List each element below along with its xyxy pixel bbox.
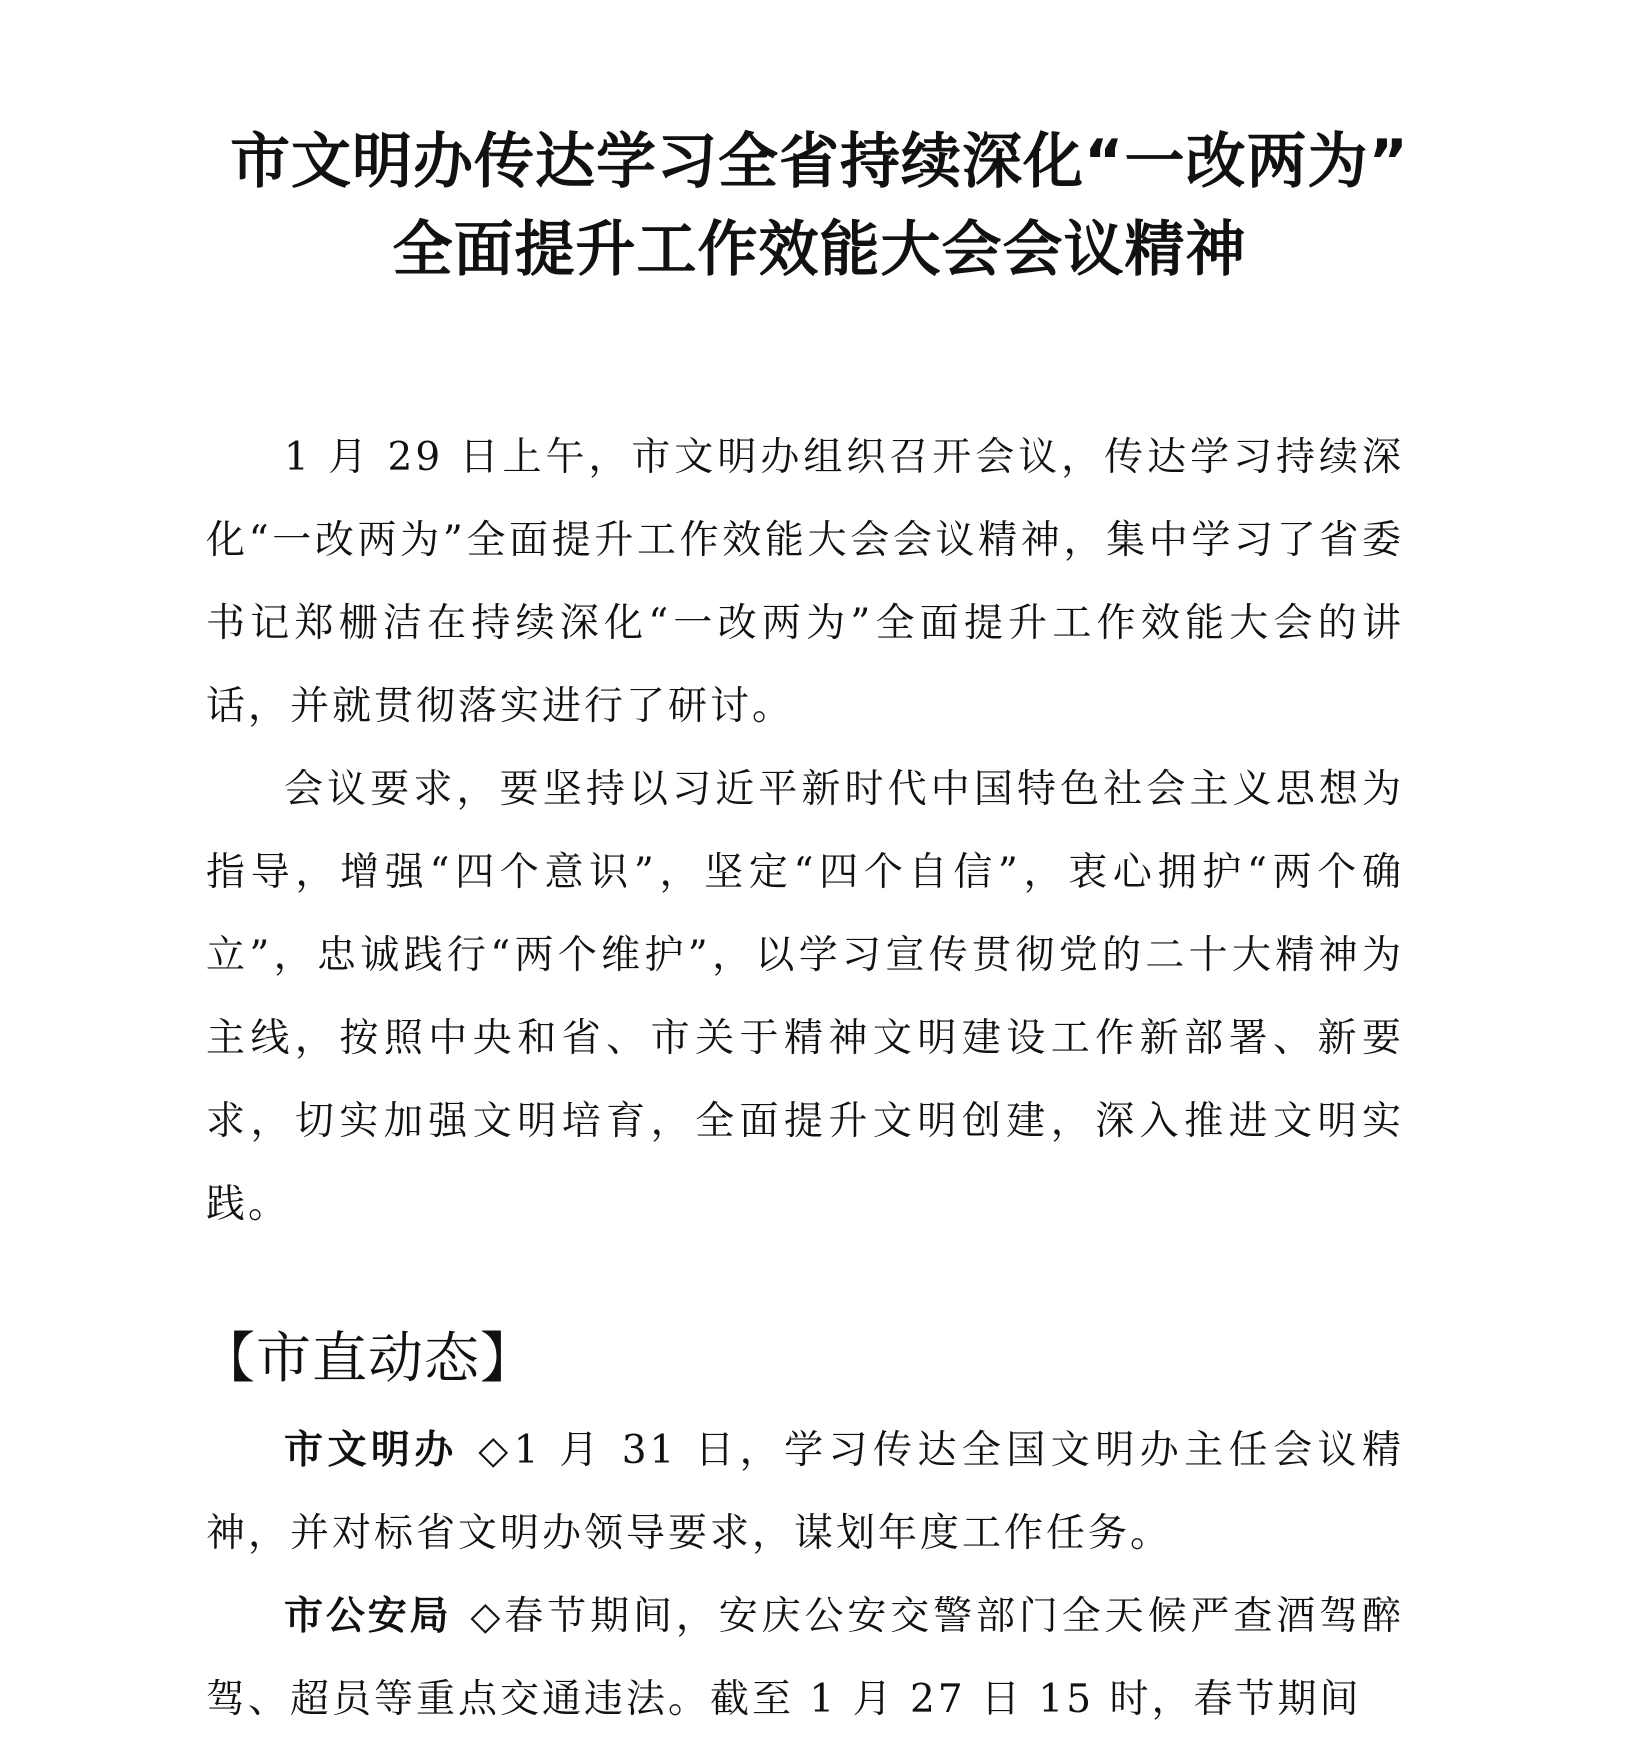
- news-department: 市文明办: [284, 1428, 458, 1473]
- news-paragraph: [206, 1409, 1404, 1575]
- news-paragraph: [206, 1575, 1404, 1741]
- document-title: [140, 118, 1499, 294]
- news-text: ◇春节期间，安庆公安交警部门全天候严查酒驾醉驾、超员等重点交通违法。截至 1 月 27 日 15 时，春节期间: [206, 1594, 1404, 1722]
- news-item-1: [206, 1409, 1404, 1575]
- news-item-2: [206, 1575, 1404, 1741]
- news-department: 市公安局: [284, 1594, 452, 1639]
- body-paragraph-2: [206, 748, 1404, 1246]
- paragraph-text: 1 月 29 日上午，市文明办组织召开会议，传达学习持续深化“一改两为”全面提升工作效能大会会议精神，集中学习了省委书记郑栅洁在持续深化“一改两为”全面提升工作效能大会的讲话，并就贯彻落实进行了研讨。: [206, 435, 1404, 729]
- body-paragraph-1: [206, 416, 1404, 748]
- paragraph-text: 会议要求，要坚持以习近平新时代中国特色社会主义思想为指导，增强“四个意识”，坚定“四个自信”，衷心拥护“两个确立”，忠诚践行“两个维护”，以学习宣传贯彻党的二十大精神为主线，按照中央和省、市关于精神文明建设工作新部署、新要求，切实加强文明培育，全面提升文明创建，深入推进文明实践。: [206, 767, 1404, 1227]
- news-text: ◇1 月 31 日，学习传达全国文明办主任会议精神，并对标省文明办领导要求，谋划年度工作任务。: [206, 1428, 1404, 1556]
- title-line-1: 市文明办传达学习全省持续深化“一改两为”: [230, 127, 1409, 197]
- title-line-2: 全面提升工作效能大会会议精神: [392, 215, 1247, 285]
- section-heading: 【市直动态】: [200, 1326, 537, 1390]
